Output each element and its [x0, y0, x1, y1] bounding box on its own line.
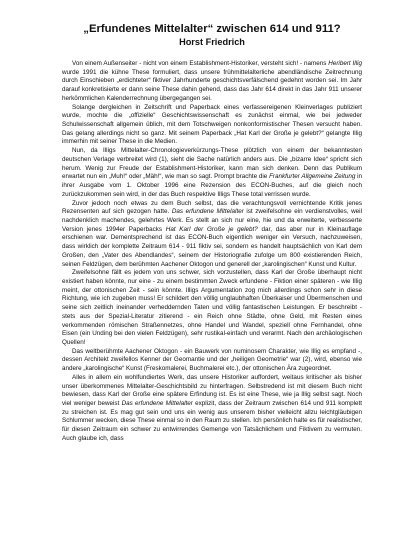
text-run: Zweifelsohne fällt es jedem von uns schwer, sich vorzustellen, dass Karl der Große überhaupt nicht existiert haben könnte, nur eine - zu einem bestimmten Zweck erfundene - Fiktion einer späteren - wie Illig meint, der ottonischen Zeit - sein könnte. Illigs Argumentation zog mich allerdings schon sehr in diese Richtung, wie ich zugeben muss! Er schildert den völlig unglaubhaften Überkaiser und Übermenschen und seine sich zeitlich ineinander verheddernden Taten und völlig fantastischen Leistungen. Er beschreibt - stets aus der Spezial-Literatur zitierend - ein Reich ohne Städte, ohne Geld, mit Resten eines verkommenden römischen Straßennetzes, ohne Handel und Wandel, speziell ohne Fernhandel, ohne Eisen (ein Unding bei den vielen Feldzügen), sehr rustikal-einfach und verarmt. Nach den archäologischen Quellen! — [62, 269, 362, 346]
article-body — [62, 60, 362, 444]
text-run: Alles in allem ein wohlfundiertes Werk, das unsere Historiker auffordert, weitaus kritischer als bisher unser überkommenes Mittelalter-Geschichtsbild zu hinterfragen. Selbstredend ist mit diesem Buch nicht bewiesen, dass Karl der Große eine spätere Erfindung ist. Es ist eine These, wie ja Illig selbst sagt. Noch viel weniger beweist — [62, 373, 362, 408]
italic-text-run: Das erfundene Mittelalter — [171, 208, 244, 216]
body-paragraph — [62, 348, 362, 374]
text-run: Von einem Außenseiter - nicht von einem Establishment-Historiker, versteht sich! - namens — [72, 60, 329, 67]
document-title: „Erfundenes Mittelalter“ zwischen 614 und 911? — [83, 23, 341, 35]
text-run: dar, das aber nur in Kleinauflage erschienen war. Dementsprechend ist das ECON-Buch eigentlich weniger ein Versuch, nachzuweisen, dass wirklich der komplette Zeitraum 614 - 911 fiktiv sei, sondern es handelt hauptsächlich von Karl dem Großen, den „Vater des Abendlandes“, seinem der Historiografie zufolge um 800 existierenden Reich, seinen Feldzügen, dem berühmten Aachener Oktogon und generell der „karolingischen“ Kunst und Kultur. — [62, 225, 362, 268]
text-run: in ihrer Ausgabe vom 1. Oktober 1996 eine Rezension des ECON-Buches, auf die gleich noch zurückzukommen sein wird, in der das Buch respektive Illigs These total verrissen wurde. — [62, 173, 362, 198]
text-run: ist zweifelsohne ein verdienstvolles, weil nachdenklich machendes, gelehrtes Werk. Es stellt an sich nur eine, hie und da erweiterte, verbesserte Version jenes 1994er Paperbacks — [62, 208, 362, 233]
text-run: explizit, dass der Zeitraum zwischen 614 und 911 komplett zu streichen ist. Es mag gut sein und uns ein wenig aus unserem bisher vielleicht allzu leichtgläubigen Schlummer wecken, diese These einmal so in den Raum zu stellen. Ich persönlich halte es für realistischer, für diesen Zeitraum ein schwer zu entwirrendes Gemenge von Tatsächlichem und Fiktivem zu vermuten. Auch glaube ich, dass — [62, 400, 362, 442]
body-paragraph — [62, 60, 362, 104]
body-paragraph — [62, 147, 362, 199]
body-paragraph — [62, 269, 362, 347]
text-run: Das weltberühmte Aachener Oktogon - ein Bauwerk von numinosem Charakter, wie Illig es empfand -, dessen Architekt zweifellos Kenner der Geomantie und der „heiligen Geometrie“ war (2), wird, ebenso wie andere „karolingische“ Kunst (Freskomalerei, Buchmalerei etc.), der ottonischen Ära zugeordnet. — [62, 347, 362, 373]
author-name: Horst Friedrich — [179, 37, 245, 47]
body-paragraph — [62, 104, 362, 148]
body-paragraph — [62, 200, 362, 270]
italic-text-run: Hat Karl der Große je gelebt? — [165, 225, 258, 233]
document-page — [62, 22, 362, 444]
italic-text-run: Das erfundene Mittelalter — [121, 400, 193, 408]
text-run: Nun, da Illigs Mittelalter-Chronologieverkürzungs-These plötzlich von einem der bekanntesten deutschen Verlage verbreitet wird (1), sieht die Sache natürlich anders aus. Die „bizarre Idee“ spricht sich herum. Wenig zur Freude der Establishment-Historiker, kann man sich denken. Denn das Publikum erwartet nun ein „Muh!“ oder „Mäh!“, wie man so sagt. Prompt brachte die — [62, 147, 362, 181]
text-run: Solange dergleichen in Zeitschrift und Paperback eines verfassereigenen Kleinverlages publiziert wurde, mochte die „offizielle“ Geschichtswissenschaft es zunächst einmal, wie bei jedweder Schulwissenschaft allgemein üblich, mit dem Totschweigen nonkonformistischer Thesen versucht haben. Das gelang allerdings nicht so ganz. Mit seinem Paperback „Hat Karl der Große je gelebt?“ gelangte Illig immerhin mit seiner These in die Medien. — [62, 103, 362, 146]
text-run: wurde 1991 die kühne These formuliert, dass unsere frühmittelalterliche abendländische Zeitrechnung durch Einschieben „erdichteter“ fiktiver Jahrhunderte geschichtsverfälschend gedehnt worden sei. Im Jahr darauf konkretisierte er dann seine These dahin gehend, dass das Jahr 614 direkt in das Jahr 911 unserer herkömmlichen Kalenderrechnung übergegangen sei. — [62, 68, 362, 102]
text-run: Zuvor jedoch noch etwas zu dem Buch selbst, das die verachtungsvoll vernichtende Kritik jenes Rezensenten auf sich gezogen hatte. — [62, 199, 362, 216]
body-paragraph — [62, 374, 362, 444]
italic-text-run: Heribert Illig — [328, 60, 362, 67]
italic-text-run: Frankfurter Allgemeine Zeitung — [269, 173, 356, 181]
